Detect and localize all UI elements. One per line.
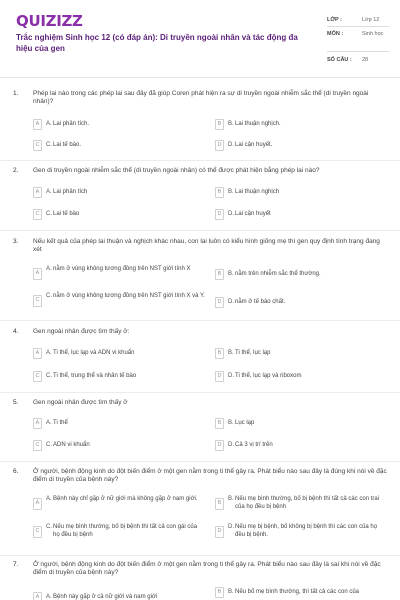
- option-text: Bệnh này chỉ gặp ở nữ giới mà không gặp ở nam giới.: [53, 496, 198, 502]
- question-separator: [0, 555, 400, 556]
- option-c[interactable]: [33, 440, 207, 456]
- option-d-box: D: [215, 297, 224, 308]
- question-text: Gen di truyền ngoài nhiễm sắc thể (di truyền ngoài nhân) có thể được phát hiện bằng phép lai nào?: [33, 167, 320, 174]
- option-c-box: C: [33, 209, 42, 220]
- option-c[interactable]: [33, 293, 207, 309]
- question-separator: [0, 160, 400, 161]
- option-letter: A.: [46, 496, 52, 502]
- class-value: Lớp 12: [362, 17, 380, 23]
- option-b-box: B: [215, 498, 224, 510]
- option-c[interactable]: [33, 371, 207, 387]
- question-text: Gen ngoài nhân được tìm thấy ở:: [33, 328, 130, 335]
- option-letter: C.: [46, 211, 52, 217]
- option-text: nằm trên nhiễm sắc thể thường.: [235, 271, 321, 277]
- meta-divider: [327, 51, 389, 52]
- option-text: Lai thuận nghịch: [235, 189, 280, 195]
- class-label: LỚP :: [327, 17, 342, 23]
- option-text: Nếu mẹ bình thường, bố bị bệnh thì tất cả con gái của họ đều bị bệnh: [53, 524, 198, 538]
- option-b-box: B: [215, 418, 224, 429]
- option-letter: C.: [46, 524, 52, 530]
- option-text: Ti thể, trung thể và nhân tế bào: [53, 373, 137, 379]
- question-number: 1.: [13, 90, 19, 97]
- option-a-box: A: [33, 119, 42, 130]
- option-b[interactable]: [215, 269, 389, 285]
- option-text: Bệnh này gặp ở cả nữ giới và nam giới: [53, 594, 158, 600]
- option-letter: C.: [46, 442, 52, 448]
- option-letter: A.: [46, 350, 52, 356]
- option-text: Lai thuận nghịch.: [235, 121, 281, 127]
- question-text: Ở người, bệnh động kinh do đột biến điểm ở một gen nằm trong ti thể gây ra. Phát biểu nào sau đây là đúng khi nói về đặc điểm di truyền của bệnh này?: [33, 468, 387, 483]
- option-d[interactable]: [215, 440, 389, 456]
- option-letter: D.: [228, 299, 234, 305]
- option-a-box: A: [33, 592, 42, 600]
- document-title: Trắc nghiệm Sinh học 12 (có đáp án): Di truyền ngoài nhân và tác động đa hiệu của gen: [16, 33, 298, 53]
- option-d-box: D: [215, 526, 224, 538]
- option-c-box: C: [33, 140, 42, 151]
- subject-label: MÔN :: [327, 31, 344, 37]
- option-d-box: D: [215, 209, 224, 220]
- option-a[interactable]: [33, 119, 207, 135]
- option-b[interactable]: [215, 119, 389, 135]
- option-c-box: C: [33, 295, 42, 307]
- option-b[interactable]: [215, 587, 389, 600]
- option-letter: D.: [228, 373, 234, 379]
- option-letter: B.: [228, 189, 234, 195]
- option-b[interactable]: [215, 348, 389, 364]
- option-letter: A.: [46, 594, 52, 600]
- option-text: Ti thể, lục lạp: [235, 350, 271, 356]
- option-b-box: B: [215, 187, 224, 198]
- option-a[interactable]: [33, 348, 207, 364]
- option-letter: B.: [228, 420, 234, 426]
- option-text: Lai tế bào.: [53, 142, 82, 148]
- option-letter: B.: [228, 121, 234, 127]
- question-number: 5.: [13, 399, 19, 406]
- option-text: Lai phân tích.: [53, 121, 90, 127]
- option-b-box: B: [215, 119, 224, 130]
- option-text: Lai phân tích: [53, 189, 88, 195]
- option-a[interactable]: [33, 187, 207, 203]
- count-label: SỐ CÂU :: [327, 57, 352, 63]
- option-letter: B.: [228, 496, 234, 502]
- option-letter: D.: [228, 211, 234, 217]
- option-a[interactable]: [33, 496, 207, 512]
- option-d[interactable]: [215, 209, 389, 225]
- option-a-box: A: [33, 498, 42, 510]
- option-b[interactable]: [215, 418, 389, 434]
- option-d[interactable]: [215, 524, 389, 540]
- option-text: nằm ở tế bào chất.: [235, 299, 286, 305]
- option-d-box: D: [215, 140, 224, 151]
- option-b-box: B: [215, 587, 224, 598]
- option-letter: A.: [46, 121, 52, 127]
- option-d-box: D: [215, 440, 224, 451]
- option-text: Ti thể, lục lạp và riboxom: [235, 373, 302, 379]
- option-d[interactable]: [215, 297, 389, 313]
- option-a-box: A: [33, 268, 42, 280]
- option-c[interactable]: [33, 209, 207, 225]
- option-c-box: C: [33, 440, 42, 451]
- option-letter: C.: [46, 142, 52, 148]
- option-text: Nếu bố mẹ bình thường, thì tất cả các con của: [235, 589, 360, 595]
- option-text: Nếu mẹ bị bệnh, bố không bị bệnh thì các con của họ đều bị bệnh.: [235, 524, 378, 538]
- question-text: Phép lai nào trong các phép lai sau đây đã giúp Coren phát hiện ra sự di truyền ngoài nhiễm sắc thể (di truyền ngoài nhân)?: [33, 90, 369, 105]
- option-b[interactable]: [215, 496, 389, 512]
- count-value: 28: [362, 57, 369, 63]
- option-letter: B.: [228, 589, 234, 595]
- option-d[interactable]: [215, 140, 389, 156]
- option-text: nằm ở vùng không tương đồng trên NST giới tính X và Y.: [53, 293, 205, 299]
- option-a-box: A: [33, 348, 42, 359]
- option-d[interactable]: [215, 371, 389, 387]
- option-b[interactable]: [215, 187, 389, 203]
- subject-value: Sinh học: [362, 31, 384, 37]
- option-b-box: B: [215, 348, 224, 359]
- option-letter: C.: [46, 293, 52, 299]
- option-letter: B.: [228, 350, 234, 356]
- option-text: Ti thể, lục lạp và ADN vi khuẩn: [53, 350, 135, 356]
- option-text: Nếu mẹ bình thường, bố bị bệnh thì tất cả các con trai của họ đều bị bệnh: [235, 496, 380, 510]
- option-letter: D.: [228, 442, 234, 448]
- option-text: Lai cận huyết: [235, 211, 271, 217]
- option-a[interactable]: [33, 266, 207, 282]
- option-text: Lai cận huyết.: [235, 142, 273, 148]
- option-a[interactable]: [33, 418, 207, 434]
- option-letter: B.: [228, 271, 234, 277]
- option-b-box: B: [215, 269, 224, 280]
- header-divider: [0, 77, 400, 78]
- option-letter: D.: [228, 524, 234, 530]
- question-number: 3.: [13, 238, 19, 245]
- question-separator: [0, 230, 400, 231]
- question-number: 6.: [13, 468, 19, 475]
- quizizz-logo: QUIZIZZ: [16, 12, 83, 30]
- option-letter: A.: [46, 266, 52, 272]
- option-a-box: A: [33, 418, 42, 429]
- document-header: [0, 0, 400, 78]
- question-separator: [0, 320, 400, 321]
- meta-divider: [327, 26, 389, 27]
- option-letter: D.: [228, 142, 234, 148]
- option-text: Lai tế bào: [53, 211, 80, 217]
- question-number: 2.: [13, 167, 19, 174]
- option-c-box: C: [33, 526, 42, 538]
- option-a-box: A: [33, 187, 42, 198]
- option-c[interactable]: [33, 524, 207, 540]
- question-separator: [0, 392, 400, 393]
- option-d-box: D: [215, 371, 224, 382]
- question-text: Nếu kết quả của phép lai thuận và nghịch khác nhau, con lai luôn có kiểu hình giống mẹ thì gen quy định tính trạng đang xét: [33, 238, 380, 253]
- question-number: 4.: [13, 328, 19, 335]
- question-number: 7.: [13, 561, 19, 568]
- question-separator: [0, 461, 400, 462]
- option-text: Lục lạp: [235, 420, 255, 426]
- option-letter: A.: [46, 420, 52, 426]
- option-c[interactable]: [33, 140, 207, 156]
- option-text: Cả 3 vị trí trên: [235, 442, 273, 448]
- option-text: nằm ở vùng không tương đồng trên NST giới tính X: [53, 266, 191, 272]
- option-text: ADN vi khuẩn: [53, 442, 90, 448]
- question-text: Gen ngoài nhân được tìm thấy ở: [33, 399, 128, 406]
- option-text: Ti thể: [53, 420, 68, 426]
- option-c-box: C: [33, 371, 42, 382]
- question-text: Ở người, bệnh động kinh do đột biến điểm ở một gen nằm trong ti thể gây ra. Phát biểu nào sau đây là sai khi nói về đặc điểm di truyền của bệnh này?: [33, 561, 381, 576]
- option-letter: C.: [46, 373, 52, 379]
- option-letter: A.: [46, 189, 52, 195]
- option-a[interactable]: [33, 592, 207, 600]
